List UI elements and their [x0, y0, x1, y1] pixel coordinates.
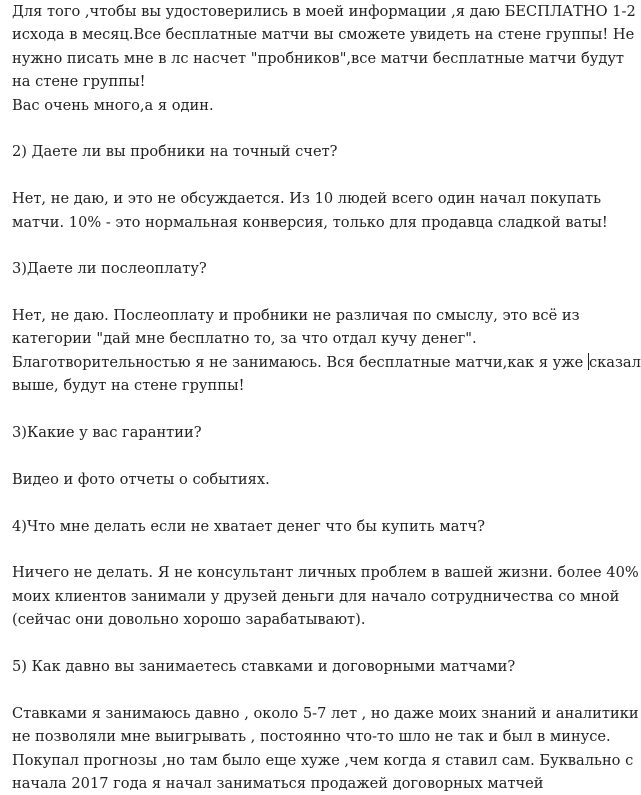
text-line: выше, будут на стене группы!	[12, 377, 245, 395]
question-heading: 4)Что мне делать если не хватает денег что бы купить матч?	[12, 517, 485, 535]
text-line: матчи. 10% - это нормальная конверсия, только для продавца сладкой ваты!	[12, 213, 608, 231]
text-line: Нет, не даю, и это не обсуждается. Из 10 людей всего один начал покупать	[12, 190, 602, 208]
question-heading: 2) Даете ли вы пробники на точный счет?	[12, 143, 338, 161]
answer-paragraph	[12, 702, 639, 795]
answer-paragraph	[12, 561, 639, 631]
question-heading: 3)Какие у вас гарантии?	[12, 424, 202, 442]
answer-paragraph	[12, 304, 641, 398]
intro-paragraph	[12, 0, 636, 117]
text-line: Ничего не делать. Я не консультант личных проблем в вашей жизни. более 40%	[12, 564, 639, 582]
text-line: категории "дай мне бесплатно то, за что отдал кучу денег".	[12, 330, 477, 348]
paragraph-gap	[12, 398, 602, 421]
paragraph-gap	[12, 491, 602, 514]
text-line: не позволяли мне выигрывать , постоянно что-то шло не так и был в минусе.	[12, 728, 611, 746]
text-line: на стене группы!	[12, 73, 146, 91]
paragraph-gap	[12, 444, 602, 467]
text-line: Покупал прогнозы ,но там было еще хуже ,чем когда я ставил сам. Буквально с	[12, 751, 634, 769]
paragraph-gap	[12, 164, 602, 187]
paragraph-gap	[12, 281, 602, 304]
text-line: моих клиентов занимали у друзей деньги для начало сотрудничества со мной	[12, 587, 620, 605]
answer-line: Видео и фото отчеты о событиях.	[12, 470, 270, 488]
text-line: (сейчас они довольно хорошо зарабатывают).	[12, 611, 366, 629]
answer-paragraph	[12, 187, 608, 234]
text-line: Для того ,чтобы вы удостоверились в моей информации ,я даю БЕСПЛАТНО 1-2	[12, 3, 636, 20]
document-text	[12, 0, 641, 795]
paragraph-gap	[12, 538, 602, 561]
text-line: Ставками я занимаюсь давно , около 5-7 лет , но даже моих знаний и аналитики	[12, 704, 639, 722]
question-heading: 5) Как давно вы занимаетесь ставками и договорными матчами?	[12, 657, 516, 675]
text-line: исхода в месяц.Все бесплатные матчи вы сможете увидеть на стене группы! Не	[12, 26, 635, 44]
paragraph-gap	[12, 234, 602, 257]
text-line: нужно писать мне в лс насчет "пробников",все матчи бесплатные матчи будут	[12, 49, 624, 67]
text-line	[12, 351, 641, 374]
text-line: начала 2017 года я начал заниматься продажей договорных матчей	[12, 774, 544, 792]
paragraph-gap	[12, 632, 602, 655]
text-segment: сказал	[588, 353, 641, 371]
text-line: Нет, не даю. Послеоплату и пробники не различая по смыслу, это всё из	[12, 307, 580, 325]
paragraph-gap	[12, 678, 602, 701]
question-heading: 3)Даете ли послеоплату?	[12, 260, 207, 278]
paragraph-gap	[12, 117, 602, 140]
text-segment: Благотворительностью я не занимаюсь. Вся бесплатные матчи,как я уже	[12, 353, 588, 371]
text-line: Вас очень много,а я один.	[12, 96, 214, 114]
